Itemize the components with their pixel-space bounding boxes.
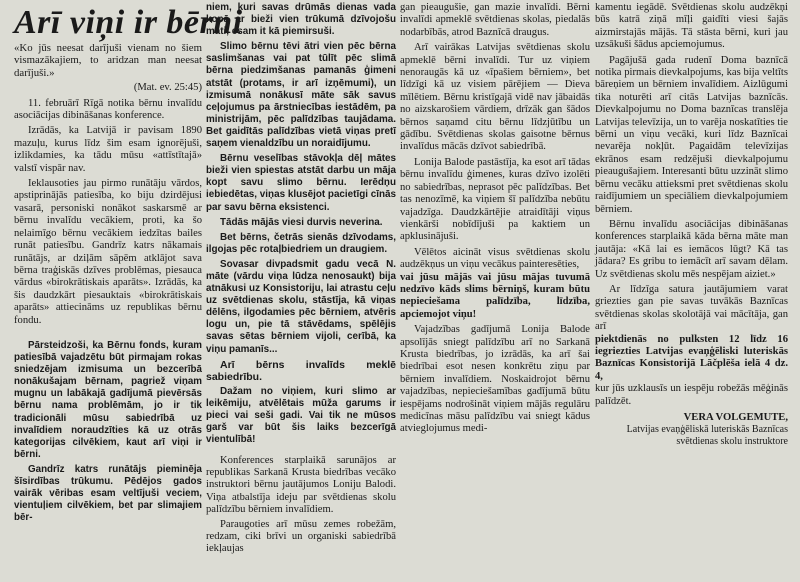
column-4 (595, 2, 788, 447)
emphasis-paragraph: vai jūsu mājās vai jūsu mājas tuvumā nedzīvo kāds slims bērniņš, kuram būtu nepieciešama palīdzība, līdzība, apciemojot viņu! (400, 271, 590, 320)
paragraph: Sovasar divpadsmit gadu vecā N. māte (vārdu viņa lūdza nenosaukt) bija atnākusi uz Konsistoriju, lai atrastu ceļu uz svētdienas skolu, stāstīja, kā viņas dēlēns, ilgodamies pēc bērniem, atvēris logu un, pie tā stāvēdams, spēlējis savas sētas bērniem vijoli, cerībā, ka viņu pamanīs... (206, 258, 396, 355)
paragraph: Lonija Balode pastāstīja, ka esot arī tādas bērnu invalīdu ģimenes, kuras dzīvo izolēti no sabiedrības, neprasot pēc palīdzības. Bet tas nenozīmē, ka viņiem šī palīdzība nebūtu vajadzīga. Daudzkārtējie atraidītāji viņus vienkārši nobīdījuši pa kaktiem un apklusinājuši. (400, 156, 590, 243)
paragraph: Vajadzības gadījumā Lonija Balode apsolījās sniegt palīdzību arī no Sarkanā Krusta biedrības, jo izrādās, ka arī šai biedrībai esot nesen konkrētu ziņu par bērniem invalīdiem. Noskaidrojot bērnu vajadzības, nepieciešamības gadījumā būtu iespējams nodrošināt viņiem mājās regulāru medicīnas māsu palīdzību vai sniegt kādus atvieglojumus medi- (400, 324, 590, 435)
boxed-paragraph: Pārsteidzoši, ka Bērnu fonds, kuram patiesībā vajadzētu būt pirmajam rokas sniedzējam izmisuma un bezcerībā nonākušajam bērnam, pagriež viņam mugnu un labākajā gadījumā pievērsās bērnu nama problēmām, jo ir tik tradicionāli mūsu sabiedrībā uz invalīdiem noraudzīties kā uz otrās kategorijas cilvēkiem, kaut arī viņi ir bērni. (14, 339, 202, 460)
paragraph: Bērnu invalīdu asociācijas dibināšanas konferences starplaikā kāda bērna māte man jautāja: «Kā lai es iemācos lūgt? Kā tas jādara? Es gribu to iemācīt arī savam dēlam. Uz svētdienas skolu mēs nespējam aiziet.» (595, 218, 788, 280)
paragraph: 11. februārī Rīgā notika bērnu invalīdu asociācijas dibināšanas konference. (14, 97, 202, 122)
paragraph: Arī bērns invalīds meklē sabiedrību. (206, 358, 396, 383)
paragraph: Bet bērns, četrās sienās dzīvodams, ilgojas pēc rotaļbiedriem un draugiem. (206, 231, 396, 255)
paragraph: Slimo bērnu tēvi ātri vien pēc bērna saslimšanas vai pat tūlīt pēc slimā bērna piedzimšanas pamanās ģimeni atstāt (protams, ir arī izņēmumi), un izmisumā nonākusī māte sāk savus ceļojumus pa ārstniecības iestādēm, pa ministrijām, pēc palīdzības taujādama. Bet gaidītās palīdzības vietā viņas pretī saņem vienaldzību un noraidījumu. (206, 41, 396, 150)
author-title: Latvijas evaņģēliskā luteriskās Baznīcas svētdienas skolu instruktore (626, 424, 788, 447)
column-2 (206, 2, 396, 558)
paragraph: kamentu iegādē. Svētdienas skolu audzēkņi būs katrā ziņā mīļi gaidīti viesi šajās aizmirstajās mājās. Tā stāsta bērni, kuri jau uzsākuši šādus apciemojumus. (595, 2, 788, 51)
paragraph: Ieklausoties jau pirmo runātāju vārdos, apstiprinājās patiesība, ko biju dzirdējusi vasarā, personiski nonākot saskarsmē ar bērnu invalīdu vecākiem, proti, ka šo nelaimīgo bērnu vecākiem iedzītas bailes runāt patiesību. Gandrīz katrs nākamais runātājs, ar dziļām sāpēm atklājot sava bērna traģiskās dzīves problēmas, piesauca vārdus «birokrātiskais aparāts». Izrādās, ka šis daudzkārt piesauktais «birokrātiskais aparāts» attiecināms uz republikas bērnu fondu. (14, 178, 202, 326)
paragraph: Arī vairākas Latvijas svētdienas skolu apmeklē bērni invalīdi. Tur uz viņiem nenoraugās kā uz «īpašiem bērniem», bet līdzīgi kā uz visiem pārējiem — Dieva mīlētiem. Bērnu kristīgajā vidē nav jābaidās no aizskarošiem vārdiem, drīzāk gan šādos bērnos saņamd citu bērnu līdzjūtību un gādību. Svētdienas skolas gaisotne bērnus invalīdus mācās dzīvot sabiedrībā. (400, 42, 590, 153)
headline: Arī viņi ir bērni (14, 4, 243, 41)
paragraph: gan pieaugušie, gan mazie invalīdi. Bērni invalīdi apmeklē svētdienas skolas, piedalās nodarbībās, atrod Baznīcā draugus. (400, 2, 590, 38)
paragraph: Konferences starplaikā sarunājos ar republikas Sarkanā Krusta biedrības vecāko instruktori bērnu jautājumos Loniju Balodi. Viņa atbalstīja ideju par svētdienas skolu palīdzību bērniem invalīdiem. (206, 455, 396, 515)
paragraph: Paraugoties arī mūsu zemes robežām, redzam, ciki brīvi un organiski sabiedrībā iekļaujas (206, 518, 396, 554)
paragraph: Vēlētos aicināt visus svētdienas skolu audzēkņus un viņu vecākus painteresēties, (400, 246, 590, 271)
paragraph: kur jūs uzklausīs un iespēju robežās mēģinās palīdzēt. (595, 383, 788, 407)
paragraph: niem, kuri savas drūmās dienas vada kopā ar bieži vien trūkumā dzīvojošu māti, esam it kā piemirsuši. (206, 2, 396, 38)
paragraph: Izrādās, ka Latvijā ir pavisam 1890 mazuļu, kurus līdz šim esam ignorējuši, izlikdamies, ka tādu mūsu «attīstītajā» valstī vispār nav. (14, 125, 202, 174)
boxed-paragraph: Gandrīz katrs runātājs pieminēja šīsirdības trūkumu. Pēdējos gados vairāk vēribas esam veltījuši veciem, vientuļiem cilvēkiem, bet par slimajiem bēr- (14, 463, 202, 524)
column-3 (400, 2, 590, 439)
paragraph: Tādās mājās viesi durvis neverina. (220, 216, 383, 228)
emphasis-paragraph: piektdienās no pulksten 12 līdz 16 iegriezties Latvijas evaņģēliski luteriskās Baznīcas Konsistorijā Lāčplēša ielā 4 dz. 4, (595, 333, 788, 382)
epigraph-source: (Mat. ev. 25:45) (133, 82, 202, 94)
author-signature: VERA VOLGEMUTE, (683, 412, 788, 423)
epigraph: «Ko jūs neesat darījuši vienam no šiem vismazākajiem, to aridzan man neesat darījuši.» (14, 42, 202, 79)
column-1 (14, 42, 202, 527)
paragraph: Dažam no viņiem, kuri slimo ar leikēmiju, atvēlētais mūža garums ir pieci vai seši gadi. Vai tik ne mūsos garš var būt šis laiks bezcerīgā vientulībā! (206, 385, 396, 446)
paragraph: Bērnu veselības stāvokļa dēļ mātes bieži vien spiestas atstāt darbu un māja kopt savu slimo bērnu. Ierēdņu iebiedētas, viņas klusējot pacietīgi cīnās par savu bērna eksistenci. (206, 153, 396, 213)
paragraph: Pagājušā gada rudenī Doma baznīcā notika pirmais dievkalpojums, kas bija veltīts bāreņiem un bērniem invalīdiem. Aizlūgumi tika noturēti arī citās Latvijas baznīcās. Dievkalpojumu no Doma baznīcas translēja Latvijas televīzija, un to varēja noskatīties tie bērni un viņu vecāki, kuri līdz Baznīcai nevarēja nokļūt. Pagaidām televīzijas ekrānos esam redzējuši dievkalpojumu pieaugušajiem. Interesanti būtu uzzināt slimo bērnu vecāku attieksmi pret svētdienas skolu raidījumiem un speciāliem dievkalpojumiem bērniem. (595, 54, 788, 215)
paragraph: Ar līdzīga satura jautājumiem varat griezties gan pie savas tuvākās Baznīcas svētdienas skolas skolotājā vai mācītāja, gan arī (595, 283, 788, 333)
